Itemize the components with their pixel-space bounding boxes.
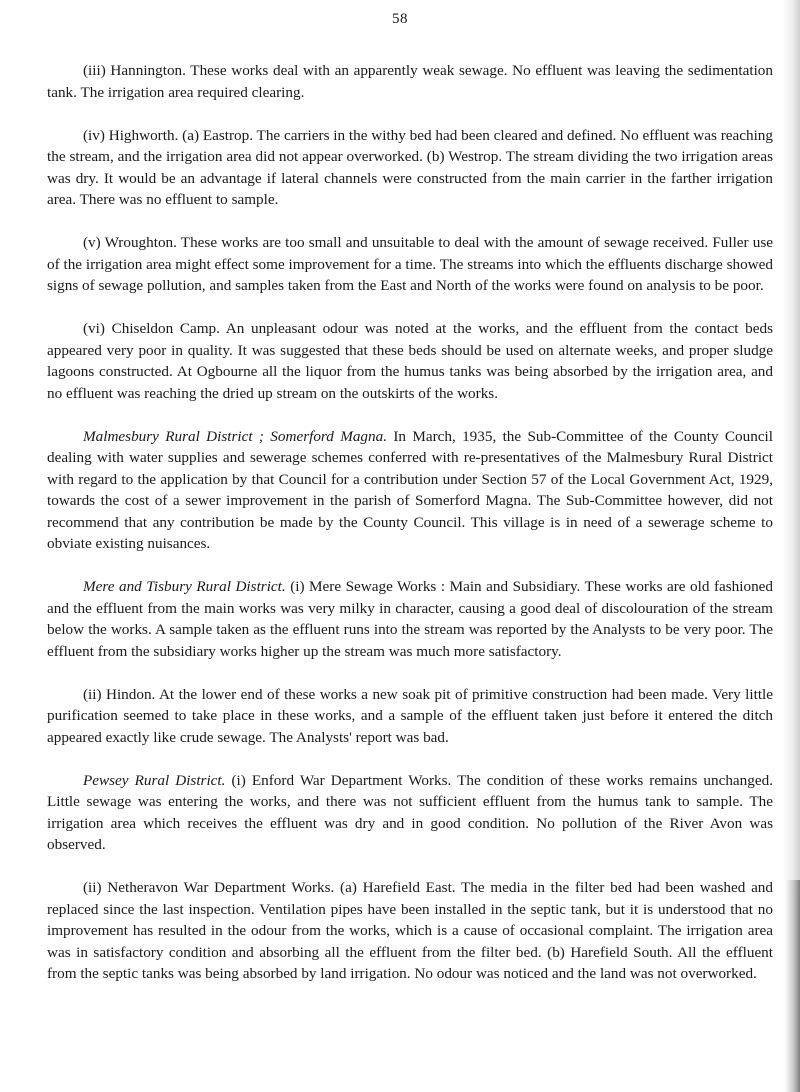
paragraph-mere-text: (i) Mere Sewage Works : Main and Subsidiary. These works are old fashioned and the effluent from the main works was very milky in character, causing a good deal of discolouration of the stream below the works. A sample taken as the effluent runs into the stream was reported by the Analysts to be very poor. The effluent from the subsidiary works higher up the stream was much more satisfactory. xyxy=(47,578,774,660)
paragraph-malmesbury xyxy=(47,426,773,555)
paragraph-hindon: (ii) Hindon. At the lower end of these works a new soak pit of primitive construction had been made. Very little purification seemed to take place in these works, and a sample of the effluent taken just before it entered the ditch appeared exactly like crude sewage. The Analysts' report was bad. xyxy=(47,685,773,746)
page-edge-shadow-lower xyxy=(786,880,800,1092)
district-heading-mere: Mere and Tisbury Rural District. xyxy=(83,578,286,595)
paragraph-netheravon: (ii) Netheravon War Department Works. (a) Harefield East. The media in the filter bed had been washed and replaced since the last inspection. Ventilation pipes have been installed in the septic tank, but it is understood that no improvement has resulted in the odour from the works, which is a cause of occasional complaint. The irrigation area was in satisfactory condition and absorbing all the effluent from the filter bed. (b) Harefield South. All the effluent from the septic tanks was being absorbed by land irrigation. No odour was noticed and the land was not overworked. xyxy=(47,879,773,982)
paragraph-wroughton: (v) Wroughton. These works are too small and unsuitable to deal with the amount of sewage received. Fuller use of the irrigation area might effect some improvement for a time. The streams into which the effluents discharge showed signs of sewage pollution, and samples taken from the East and North of the works were found on analysis to be poor. xyxy=(47,234,773,294)
paragraph-hannington: (iii) Hannington. These works deal with an apparently weak sewage. No effluent was leaving the sedimentation tank. The irrigation area required clearing. xyxy=(47,62,773,101)
district-heading-malmesbury: Malmesbury Rural District ; Somerford Magna. xyxy=(83,427,388,445)
paragraph-pewsey-text: (i) Enford War Department Works. The condition of these works remains unchanged. Little sewage was entering the works, and there was not sufficient effluent from the humus tank to sample. The irrigation area which receives the effluent was dry and in good condition. No pollution of the River Avon was observed. xyxy=(47,771,773,853)
document-body xyxy=(47,60,773,1006)
paragraph-malmesbury-text: In March, 1935, the Sub-Committee of the County Council dealing with water supplies and sewerage schemes conferred with re-presentatives of the Malmesbury Rural District with regard to the application by that Council for a contribution under Section 57 of the Local Government Act, 1929, towards the cost of a sewer improvement in the parish of Somerford Magna. The Sub-Committee however, did not recommend that any contribution be made by the County Council. This village is in need of a sewerage scheme to obviate existing nuisances. xyxy=(47,427,773,552)
page-number: 58 xyxy=(392,11,408,27)
paragraph-highworth: (iv) Highworth. (a) Eastrop. The carriers in the withy bed had been cleared and defined. No effluent was reaching the stream, and the irrigation area did not appear overworked. (b) Westrop. The stream dividing the two irrigation areas was dry. It would be an advantage if lateral channels were constructed from the main carrier in the farther irrigation area. There was no effluent to sample. xyxy=(47,126,773,208)
paragraph-mere xyxy=(47,576,773,662)
district-heading-pewsey: Pewsey Rural District. xyxy=(83,771,226,789)
paragraph-chiseldon: (vi) Chiseldon Camp. An unpleasant odour was noted at the works, and the effluent from the contact beds appeared very poor in quality. It was suggested that these beds should be used on alternate weeks, and proper sludge lagoons constructed. At Ogbourne all the liquor from the humus tanks was being absorbed by the irrigation area, and no effluent was reaching the dried up stream on the outskirts of the works. xyxy=(47,320,773,402)
paragraph-pewsey xyxy=(47,770,773,856)
